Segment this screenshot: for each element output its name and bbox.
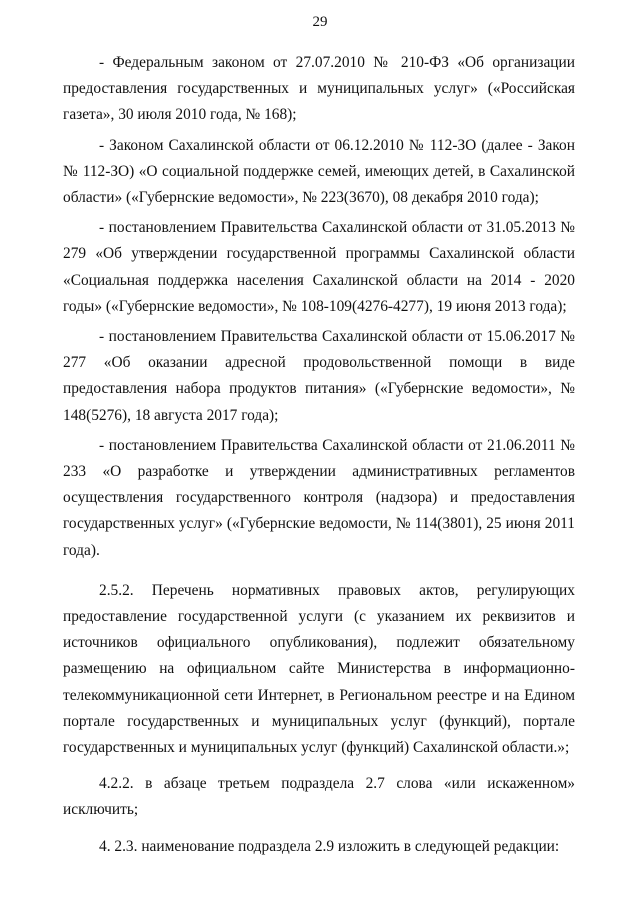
paragraph-4-2-2: 4.2.2. в абзаце третьем подраздела 2.7 слова «или искаженном» исключить; [63, 775, 575, 819]
paragraph-resolution-233: - постановлением Правительства Сахалинской области от 21.06.2011 № 233 «О разработке и утверждении административных регламентов осуществления государственного контроля (надзора) и предоставления государственных услуг» («Губернские ведомости, № 114(3801), 25 июня 2011 года). [63, 436, 575, 559]
page-number: 29 [312, 14, 328, 30]
paragraph-2-5-2: 2.5.2. Перечень нормативных правовых актов, регулирующих предоставление государственной услуги (с указанием их реквизитов и источников официального опубликования), подлежит обязательному размещению на официальном сайте Министерства в информационно-телекоммуникационной сети Интернет, в Региональном реестре и на Едином портале государственных и муниципальных услуг (функций), портале государственных и муниципальных услуг (функций) Сахалинской области.»; [63, 581, 575, 757]
document-body [63, 50, 575, 860]
paragraph-4-2-3: 4. 2.3. наименование подраздела 2.9 изложить в следующей редакции: [99, 837, 560, 855]
paragraph-resolution-279: - постановлением Правительства Сахалинской области от 31.05.2013 № 279 «Об утверждении государственной программы Сахалинской области «Социальная поддержка населения Сахалинской области на 2014 - 2020 годы» («Губернские ведомости», № 108-109(4276-4277), 19 июня 2013 года); [63, 219, 575, 315]
paragraph-sakhalin-law-112: - Законом Сахалинской области от 06.12.2010 № 112-ЗО (далее - Закон № 112-ЗО) «О социальной поддержке семей, имеющих детей, в Сахалинской области» («Губернские ведомости», № 223(3670), 08 декабря 2010 года); [63, 136, 575, 207]
paragraph-federal-law-210: - Федеральным законом от 27.07.2010 № 210-ФЗ «Об организации предоставления государственных и муниципальных услуг» («Российская газета», 30 июля 2010 года, № 168); [63, 54, 575, 124]
paragraph-resolution-277: - постановлением Правительства Сахалинской области от 15.06.2017 № 277 «Об оказании адресной продовольственной помощи в виде предоставления набора продуктов питания» («Губернские ведомости», № 148(5276), 18 августа 2017 года); [63, 328, 575, 424]
